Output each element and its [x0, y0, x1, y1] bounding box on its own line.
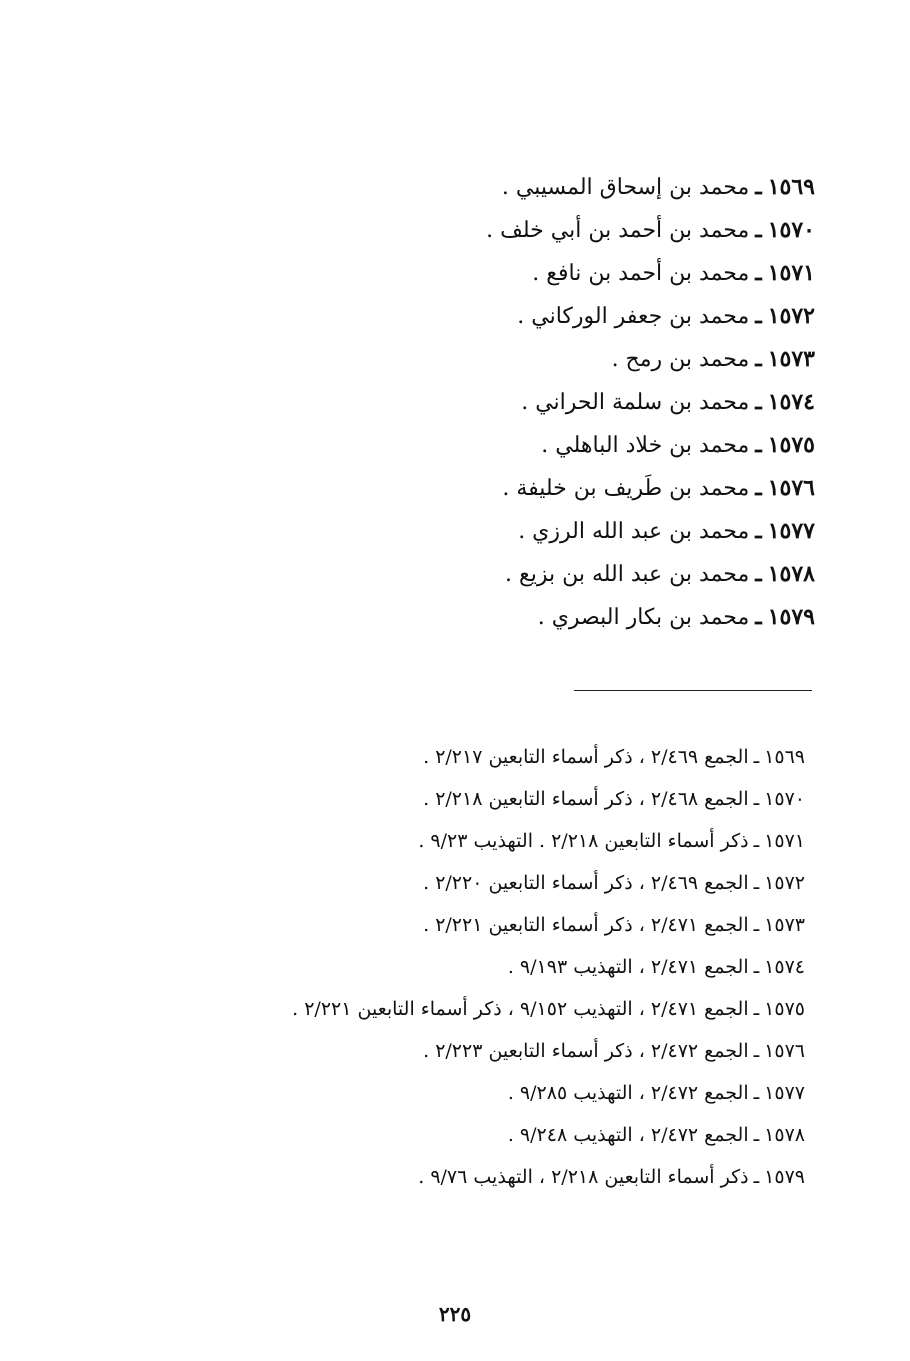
footnote-item	[115, 904, 805, 946]
entry-name: محمد بن جعفر الوركاني .	[517, 304, 750, 329]
footnote-separator: ـ	[753, 830, 760, 852]
footnote-separator: ـ	[753, 1166, 760, 1188]
entry-number: ١٥٧٩	[767, 604, 815, 630]
entry-item	[395, 338, 815, 381]
footnote-item	[115, 1114, 805, 1156]
footnote-text: الجمع ٢/٤٧٢ ، ذكر أسماء التابعين ٢/٢٢٣ .	[423, 1040, 749, 1062]
footnote-number: ١٥٧٩	[764, 1166, 805, 1188]
entry-number: ١٥٧٣	[767, 346, 815, 372]
footnote-item	[115, 1030, 805, 1072]
footnote-separator: ـ	[753, 1040, 760, 1062]
entry-name: محمد بن أحمد بن نافع .	[532, 261, 750, 286]
footnote-text: ذكر أسماء التابعين ٢/٢١٨ . التهذيب ٩/٢٣ .	[418, 830, 749, 852]
entry-separator: ـ	[755, 174, 762, 200]
footnote-number: ١٥٧٥	[764, 998, 805, 1020]
footnote-text: الجمع ٢/٤٧٢ ، التهذيب ٩/٢٤٨ .	[507, 1124, 749, 1146]
footnote-text: الجمع ٢/٤٧١ ، التهذيب ٩/١٥٢ ، ذكر أسماء التابعين ٢/٢٢١ .	[292, 998, 749, 1020]
entry-number: ١٥٧٠	[767, 217, 815, 243]
footnote-text: الجمع ٢/٤٧٢ ، التهذيب ٩/٢٨٥ .	[507, 1082, 749, 1104]
entry-number: ١٥٧٧	[767, 518, 815, 544]
footnote-item	[115, 1072, 805, 1114]
entry-name: محمد بن خلاد الباهلي .	[541, 433, 750, 458]
entry-separator: ـ	[755, 475, 762, 501]
entry-item	[395, 381, 815, 424]
footnote-separator: ـ	[753, 914, 760, 936]
entry-name: محمد بن إسحاق المسيبي .	[501, 175, 750, 200]
entry-name: محمد بن سلمة الحراني .	[521, 390, 750, 415]
entry-separator: ـ	[755, 561, 762, 587]
entry-item	[395, 252, 815, 295]
entry-number: ١٥٧٥	[767, 432, 815, 458]
footnote-text: الجمع ٢/٤٦٩ ، ذكر أسماء التابعين ٢/٢٢٠ .	[423, 872, 749, 894]
footnote-number: ١٥٧٤	[764, 956, 805, 978]
footnote-item	[115, 988, 805, 1030]
footnote-separator: ـ	[753, 1124, 760, 1146]
entry-separator: ـ	[755, 432, 762, 458]
footnote-number: ١٥٧٣	[764, 914, 805, 936]
footnote-text: الجمع ٢/٤٧١ ، ذكر أسماء التابعين ٢/٢٢١ .	[423, 914, 749, 936]
entry-item	[395, 209, 815, 252]
footnote-item	[115, 1156, 805, 1198]
footnote-item	[115, 736, 805, 778]
entries-list	[395, 166, 815, 639]
footnote-text: الجمع ٢/٤٦٨ ، ذكر أسماء التابعين ٢/٢١٨ .	[423, 788, 749, 810]
entry-item	[395, 295, 815, 338]
footnote-number: ١٥٧٢	[764, 872, 805, 894]
footnote-separator: ـ	[753, 956, 760, 978]
footnote-item	[115, 778, 805, 820]
entry-number: ١٥٦٩	[767, 174, 815, 200]
entry-name: محمد بن رمح .	[611, 347, 750, 372]
entry-separator: ـ	[755, 389, 762, 415]
footnote-separator: ـ	[753, 1082, 760, 1104]
entry-number: ١٥٧٦	[767, 475, 815, 501]
footnote-number: ١٥٧٠	[764, 788, 805, 810]
entry-separator: ـ	[755, 518, 762, 544]
entry-item	[395, 510, 815, 553]
entry-item	[395, 553, 815, 596]
entry-number: ١٥٧٨	[767, 561, 815, 587]
entry-item	[395, 166, 815, 209]
footnote-number: ١٥٧١	[764, 830, 805, 852]
entry-item	[395, 424, 815, 467]
entry-name: محمد بن عبد الله الرزي .	[518, 519, 750, 544]
entry-name: محمد بن عبد الله بن بزيع .	[505, 562, 750, 587]
entry-name: محمد بن أحمد بن أبي خلف .	[486, 218, 750, 243]
footnote-text: ذكر أسماء التابعين ٢/٢١٨ ، التهذيب ٩/٧٦ .	[418, 1166, 749, 1188]
footnote-separator: ـ	[753, 746, 760, 768]
entry-number: ١٥٧١	[767, 260, 815, 286]
page-number: ٢٢٥	[438, 1302, 472, 1326]
entry-item	[395, 596, 815, 639]
footnote-text: الجمع ٢/٤٦٩ ، ذكر أسماء التابعين ٢/٢١٧ .	[423, 746, 749, 768]
entry-separator: ـ	[755, 346, 762, 372]
footnote-separator: ـ	[753, 998, 760, 1020]
entry-separator: ـ	[755, 217, 762, 243]
entry-number: ١٥٧٤	[767, 389, 815, 415]
footnote-item	[115, 862, 805, 904]
footnote-separator: ـ	[753, 788, 760, 810]
footnote-separator: ـ	[753, 872, 760, 894]
entry-separator: ـ	[755, 303, 762, 329]
footnotes-list	[115, 736, 805, 1198]
entry-separator: ـ	[755, 260, 762, 286]
entry-name: محمد بن طَريف بن خليفة .	[502, 476, 750, 501]
footnote-item	[115, 820, 805, 862]
footnote-number: ١٥٧٧	[764, 1082, 805, 1104]
entry-number: ١٥٧٢	[767, 303, 815, 329]
footnote-text: الجمع ٢/٤٧١ ، التهذيب ٩/١٩٣ .	[507, 956, 749, 978]
entry-separator: ـ	[755, 604, 762, 630]
entry-item	[395, 467, 815, 510]
footnote-item	[115, 946, 805, 988]
entry-name: محمد بن بكار البصري .	[537, 605, 750, 630]
footnote-number: ١٥٦٩	[764, 746, 805, 768]
footnote-number: ١٥٧٨	[764, 1124, 805, 1146]
footnote-divider	[574, 690, 812, 691]
footnote-number: ١٥٧٦	[764, 1040, 805, 1062]
